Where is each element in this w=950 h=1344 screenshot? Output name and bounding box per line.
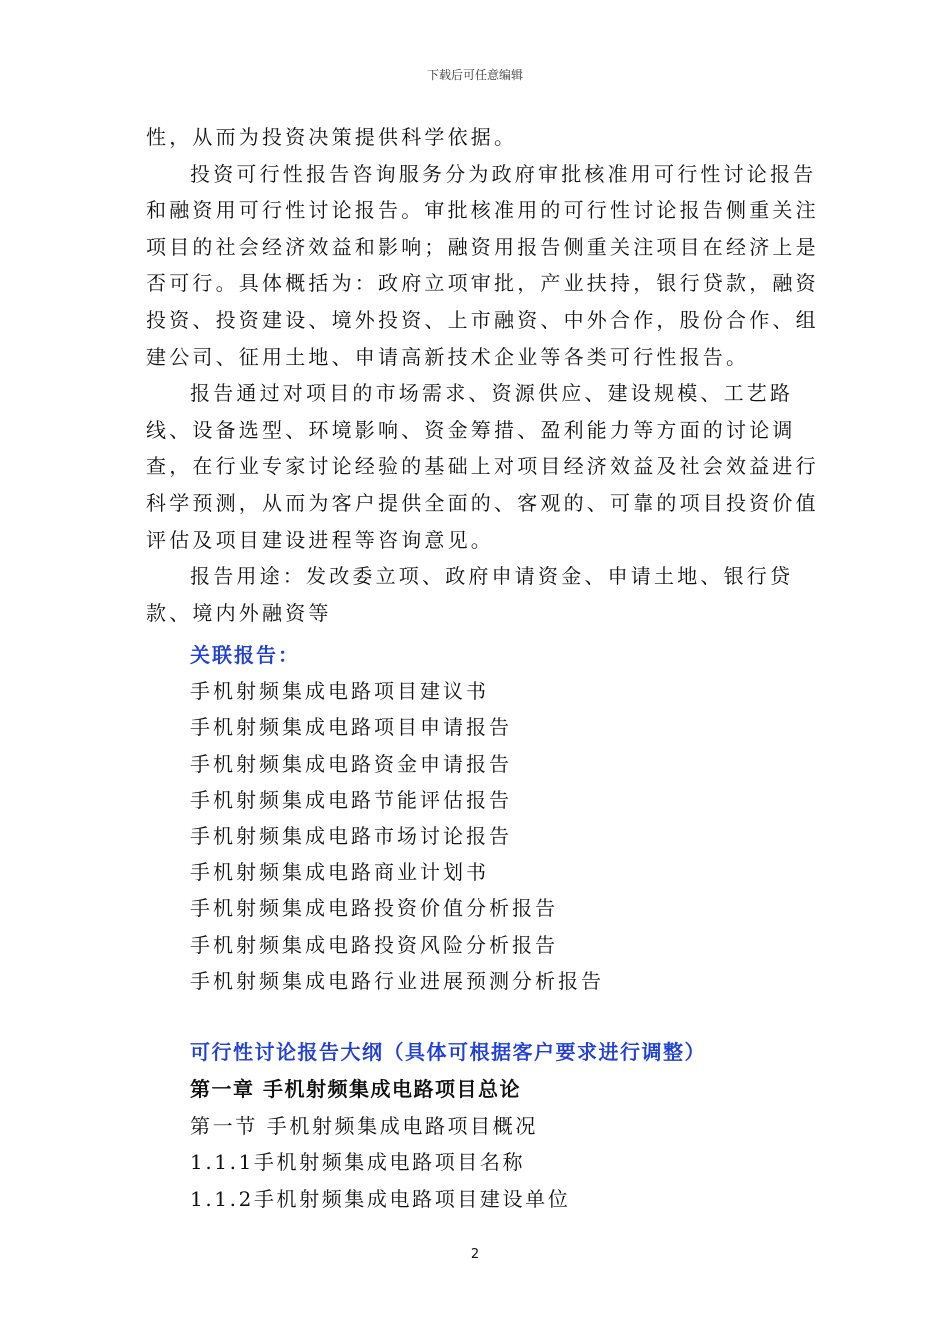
paragraph-continuation: 性，从而为投资决策提供科学依据。 [146,125,518,149]
related-report-item: 手机射频集成电路资金申请报告 [190,751,512,776]
related-report-item: 手机射频集成电路商业计划书 [190,860,489,885]
related-report-item: 手机射频集成电路市场讨论报告 [190,824,512,849]
related-reports [190,637,604,999]
related-report-item: 手机射频集成电路项目申请报告 [190,715,512,740]
paragraph-service-types: 投资可行性报告咨询服务分为政府审批核准用可行性讨论报告和融资用可行性讨论报告。审批核准用的可行性讨论报告侧重关注项目的社会经济效益和影响；融资用报告侧重关注项目在经济上是否可行。具体概括为：政府立项审批，产业扶持，银行贷款，融资投资、投资建设、境外投资、上市融资、中外合作，股份合作、组建公司、征用土地、申请高新技术企业等各类可行性报告。 [146,161,819,369]
related-report-item: 手机射频集成电路节能评估报告 [190,787,512,812]
related-report-item: 手机射频集成电路投资风险分析报告 [190,932,558,957]
page-header: 下载后可任意编辑 [426,68,523,82]
chapter-heading: 第一章 手机射频集成电路项目总论 [190,1076,521,1101]
outline-title: 可行性讨论报告大纲（具体可根据客户要求进行调整） [190,1040,706,1064]
related-report-item: 手机射频集成电路项目建议书 [190,679,489,704]
report-outline [190,1034,706,1218]
related-report-item: 手机射频集成电路投资价值分析报告 [190,896,558,921]
page-number: 2 [470,1247,480,1262]
outline-item: 1.1.2手机射频集成电路项目建设单位 [190,1187,571,1212]
related-reports-title: 关联报告： [190,643,300,667]
paragraph-report-content: 报告通过对项目的市场需求、资源供应、建设规模、工艺路线、设备选型、环境影响、资金筹措、盈利能力等方面的讨论调查，在行业专家讨论经验的基础上对项目经济效益及社会效益进行科学预测，从而为客户提供全面的、客观的、可靠的项目投资价值评估及项目建设进程等咨询意见。 [146,381,819,552]
section-heading: 第一节 手机射频集成电路项目概况 [190,1113,538,1138]
outline-item: 1.1.1手机射频集成电路项目名称 [190,1150,526,1175]
main-text [146,119,830,631]
related-report-item: 手机射频集成电路行业进展预测分析报告 [190,968,604,993]
paragraph-report-usage: 报告用途：发改委立项、政府申请资金、申请土地、银行贷款、境内外融资等 [146,564,794,625]
